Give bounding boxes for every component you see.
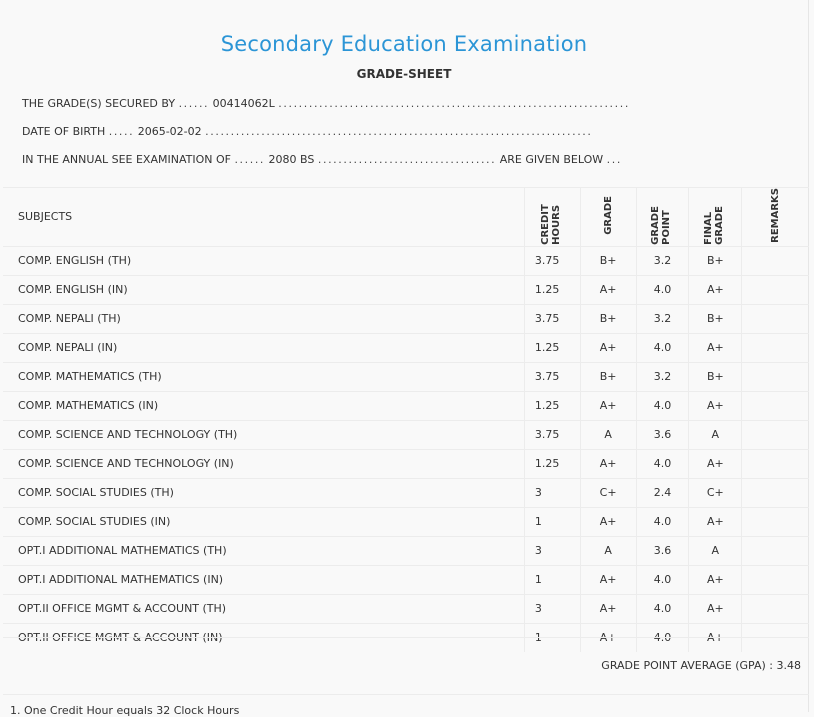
final-grade-cell: A+ (689, 333, 742, 362)
subject-cell: COMP. MATHEMATICS (TH) (3, 362, 524, 391)
grade-point-cell: 4.0 (636, 391, 689, 420)
table-row (3, 565, 809, 594)
exam-label: IN THE ANNUAL SEE EXAMINATION OF (22, 153, 231, 166)
secured-by-label: THE GRADE(S) SECURED BY (22, 97, 176, 110)
table-row (3, 333, 809, 362)
dob-line: DATE OF BIRTH ..... 2065-02-02 ............................................................................ (22, 125, 593, 138)
final-grade-cell: A (689, 536, 742, 565)
credit-hours-cell: 3 (524, 478, 580, 507)
grade-point-header-label: GRADE POINT (650, 205, 673, 245)
table-header-row (3, 188, 809, 247)
remarks-cell (742, 478, 809, 507)
credit-hours-cell: 3 (524, 594, 580, 623)
table-row (3, 507, 809, 536)
subject-cell: OPT.I ADDITIONAL MATHEMATICS (TH) (3, 536, 524, 565)
final-grade-cell: A+ (689, 507, 742, 536)
table-row (3, 391, 809, 420)
grade-point-cell: 3.6 (636, 420, 689, 449)
remarks-cell (742, 507, 809, 536)
credit-hours-cell: 1 (524, 507, 580, 536)
subject-cell: OPT.II OFFICE MGMT & ACCOUNT (TH) (3, 594, 524, 623)
gpa-summary (601, 659, 801, 672)
grade-cell: A+ (580, 275, 636, 304)
grade-point-header (636, 188, 689, 247)
final-grade-cell: B+ (689, 304, 742, 333)
grade-point-cell: 4.0 (636, 333, 689, 362)
secured-by-line: THE GRADE(S) SECURED BY ...... 00414062L ..................................................................... (22, 97, 630, 110)
dob-label: DATE OF BIRTH (22, 125, 106, 138)
grade-point-cell: 3.6 (636, 536, 689, 565)
footer-note: 1. One Credit Hour equals 32 Clock Hours (10, 704, 240, 717)
credit-hours-cell: 1 (524, 623, 580, 652)
grade-cell: A+ (580, 391, 636, 420)
credit-hours-cell: 1.25 (524, 333, 580, 362)
table-row (3, 362, 809, 391)
grade-point-cell: 4.0 (636, 275, 689, 304)
final-grade-cell: A+ (689, 449, 742, 478)
final-grade-cell: A+ (689, 594, 742, 623)
table-row (3, 304, 809, 333)
final-grade-cell: A+ (689, 565, 742, 594)
table-row (3, 246, 809, 275)
final-grade-header-label: FINAL GRADE (703, 205, 726, 245)
page-subtitle: GRADE-SHEET (356, 67, 452, 81)
remarks-header (742, 188, 809, 247)
credit-hours-header-label: CREDIT HOURS (540, 203, 563, 245)
subject-cell: COMP. SCIENCE AND TECHNOLOGY (IN) (3, 449, 524, 478)
credit-hours-cell: 1.25 (524, 449, 580, 478)
grade-cell: A+ (580, 449, 636, 478)
subject-cell: COMP. SOCIAL STUDIES (IN) (3, 507, 524, 536)
gpa-value: 3.48 (776, 659, 801, 672)
subject-cell: COMP. SOCIAL STUDIES (TH) (3, 478, 524, 507)
symbol-number: 00414062L (212, 97, 275, 110)
final-grade-header (689, 188, 742, 247)
grade-cell: A+ (580, 594, 636, 623)
exam-suffix: ARE GIVEN BELOW (499, 153, 604, 166)
credit-hours-cell: 1.25 (524, 391, 580, 420)
remarks-cell (742, 275, 809, 304)
table-row (3, 275, 809, 304)
final-grade-cell: B+ (689, 362, 742, 391)
grade-point-cell: 4.0 (636, 565, 689, 594)
credit-hours-cell: 3.75 (524, 246, 580, 275)
subject-cell: COMP. ENGLISH (TH) (3, 246, 524, 275)
grade-point-cell: 3.2 (636, 304, 689, 333)
page-title: Secondary Education Examination (220, 32, 588, 56)
final-grade-cell: A (689, 420, 742, 449)
grade-cell: C+ (580, 478, 636, 507)
final-grade-cell: A+ (689, 275, 742, 304)
grade-point-cell: 4.0 (636, 449, 689, 478)
subjects-header (3, 188, 524, 247)
grade-point-cell: 2.4 (636, 478, 689, 507)
remarks-cell (742, 420, 809, 449)
final-grade-cell: A+ (689, 391, 742, 420)
final-grade-cell: B+ (689, 246, 742, 275)
grade-cell: A (580, 420, 636, 449)
credit-hours-cell: 3.75 (524, 420, 580, 449)
remarks-cell (742, 391, 809, 420)
final-grade-cell: C+ (689, 478, 742, 507)
subject-cell: COMP. NEPALI (IN) (3, 333, 524, 362)
subject-cell: COMP. ENGLISH (IN) (3, 275, 524, 304)
subject-cell: OPT.I ADDITIONAL MATHEMATICS (IN) (3, 565, 524, 594)
grades-table (3, 187, 809, 652)
grade-cell: A (580, 536, 636, 565)
subject-cell: COMP. SCIENCE AND TECHNOLOGY (TH) (3, 420, 524, 449)
credit-hours-cell: 1.25 (524, 275, 580, 304)
grade-header-label: GRADE (602, 196, 614, 235)
exam-line: IN THE ANNUAL SEE EXAMINATION OF ...... 2080 BS ................................... ARE GIVEN BELOW ... (22, 153, 622, 166)
credit-hours-cell: 3.75 (524, 304, 580, 333)
grade-point-cell: 3.2 (636, 362, 689, 391)
credit-hours-cell: 1 (524, 565, 580, 594)
remarks-cell (742, 449, 809, 478)
subject-cell: COMP. NEPALI (TH) (3, 304, 524, 333)
grade-cell: A+ (580, 507, 636, 536)
remarks-cell (742, 304, 809, 333)
remarks-cell (742, 594, 809, 623)
table-row (3, 594, 809, 623)
table-row (3, 536, 809, 565)
gpa-row (3, 637, 809, 695)
grade-cell: A+ (580, 333, 636, 362)
remarks-cell (742, 565, 809, 594)
credit-hours-cell: 3.75 (524, 362, 580, 391)
grade-cell: B+ (580, 304, 636, 333)
subject-cell: OPT.II OFFICE MGMT & ACCOUNT (IN) (3, 623, 524, 652)
remarks-cell (742, 246, 809, 275)
table-row (3, 449, 809, 478)
grade-point-cell: 3.2 (636, 246, 689, 275)
table-row (3, 420, 809, 449)
grade-point-cell: 4.0 (636, 507, 689, 536)
table-row (3, 478, 809, 507)
remarks-header-label: REMARKS (770, 188, 782, 243)
grade-cell: B+ (580, 246, 636, 275)
final-grade-cell: A+ (689, 623, 742, 652)
remarks-cell (742, 362, 809, 391)
grade-header (580, 188, 636, 247)
grade-cell: A+ (580, 623, 636, 652)
grade-point-cell: 4.0 (636, 623, 689, 652)
remarks-cell (742, 333, 809, 362)
credit-hours-cell: 3 (524, 536, 580, 565)
subjects-header-label: SUBJECTS (18, 210, 73, 224)
subject-cell: COMP. MATHEMATICS (IN) (3, 391, 524, 420)
grade-cell: B+ (580, 362, 636, 391)
grade-cell: A+ (580, 565, 636, 594)
credit-hours-header (524, 188, 580, 247)
gpa-label: GRADE POINT AVERAGE (GPA) : (601, 659, 773, 672)
remarks-cell (742, 536, 809, 565)
exam-year: 2080 BS (268, 153, 315, 166)
dob-value: 2065-02-02 (137, 125, 202, 138)
grade-point-cell: 4.0 (636, 594, 689, 623)
